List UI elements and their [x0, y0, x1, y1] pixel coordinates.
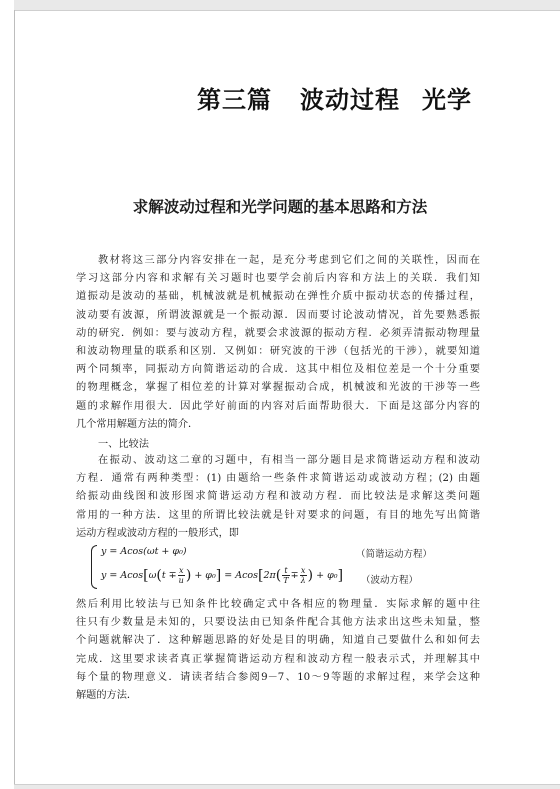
text-line: 在振动、波动这二章的习题中，有相当一部分题目是求简谐运动方程和波动 — [98, 455, 480, 466]
eq-term: + φ₀ — [194, 570, 216, 581]
text-line: 道振动是波动的基础，机械波就是机械振动在弹性介质中振动状态的传播过程， — [76, 291, 480, 303]
eq-numerator: x — [300, 566, 306, 575]
text-line: 每个量的物理意义．请读者结合参阅9－7、10～9等题的求解过程，来学会这种 — [76, 671, 480, 683]
eq-bracket: ] — [215, 567, 222, 584]
text-line: 往只有少数量是未知的，只要设法由已知条件配合其他方法求出这些未知量，整 — [76, 617, 480, 629]
equation-wave-label: （波动方程） — [361, 575, 419, 586]
eq-term: ω — [148, 570, 157, 581]
eq-term: ∓ — [290, 570, 299, 581]
text-line: 然后利用比较法与已知条件比较确定式中各相应的物理量．实际求解的题中往 — [76, 599, 480, 610]
eq-term: y = Acos — [101, 570, 144, 581]
text-line: 和波动物理量的联系和区别．又例如：研究波的干涉（包括光的干涉），就要知道 — [76, 345, 480, 357]
viewer-bottom-frame — [14, 784, 560, 789]
eq-bracket: ( — [156, 567, 162, 584]
text-line: 动的研究．例如：要与波动方程，就要会求波源的振动方程．必须弄清振动物理量 — [76, 327, 480, 339]
part-number: 第三篇 — [197, 86, 272, 114]
eq-fraction — [282, 566, 289, 585]
text-line: 给振动曲线图和波形图求简谐运动方程和波动方程．而比较法是求解这类问题 — [76, 491, 480, 503]
eq-bracket: ) — [307, 567, 314, 584]
eq-bracket: ] — [337, 567, 344, 584]
text-line: 教材将这三部分内容安排在一起，是充分考虑到它们之间的关联性，因而在 — [98, 255, 480, 266]
text-line: 运动方程或波动方程的一般形式，即 — [76, 527, 239, 539]
eq-term: = Acos — [224, 570, 259, 581]
eq-term: 2π — [263, 570, 276, 581]
page-left-edge — [14, 10, 15, 785]
text-line: 两个同频率，同振动方向简谐运动的合成．这其中相位及相位差是一个十分重要 — [76, 364, 480, 376]
viewer-top-frame — [14, 0, 560, 11]
eq-denominator: λ — [300, 576, 306, 585]
eq-term: t ∓ — [161, 570, 177, 581]
section-title: 求解波动过程和光学问题的基本思路和方法 — [132, 197, 428, 216]
text-line: 常用的一种方法．这里的所谓比较法就是针对要求的问题，有目的地先写出简谐 — [76, 509, 480, 521]
paragraph-intro — [76, 252, 480, 434]
equation-shm: y = Acos(ωt + φ₀) — [101, 546, 187, 557]
text-line: 完成．这里要求读者真正掌握简谐运动方程和波动方程一般表示式，并理解其中 — [76, 653, 480, 665]
text-line: 学习这部分内容和求解有关习题时也要学会前后内容和方法上的关联．我们知 — [76, 273, 480, 285]
eq-bracket: [ — [143, 567, 149, 584]
eq-fraction — [300, 566, 307, 585]
paragraph-conclusion — [76, 596, 480, 705]
eq-denominator: u — [178, 576, 184, 585]
paragraph-comparison — [76, 452, 480, 543]
text-line: 几个常用解题方法的简介． — [76, 418, 199, 430]
text-line: 波动要有波源，所谓波源就是一个振动源．因而要讨论波动情况，首先要熟悉振 — [76, 309, 480, 321]
equation-wave — [101, 566, 343, 585]
eq-bracket: ) — [185, 567, 192, 584]
eq-bracket: ( — [275, 567, 282, 584]
eq-numerator: x — [178, 566, 184, 575]
text-line: 方程．通常有两种类型：(1) 由题给一些条件求简谐运动或波动方程；(2) 由题 — [76, 473, 480, 485]
equation-shm-label: （简谐运动方程） — [356, 549, 433, 560]
eq-denominator: T — [283, 576, 289, 585]
part-topic-optics: 光学 — [422, 86, 472, 114]
eq-numerator: t — [282, 566, 289, 576]
eq-bracket: [ — [258, 567, 264, 584]
text-line: 题的求解作用很大．因此学好前面的内容对后面帮助很大．下面是这部分内容的 — [76, 400, 480, 412]
text-line: 个问题就解决了．这种解题思路的好处是目的明确，知道自己要做什么和如何去 — [76, 635, 480, 647]
eq-fraction — [178, 566, 185, 585]
equation-brace — [91, 545, 97, 589]
text-line: 解题的方法． — [76, 689, 138, 701]
text-line: 的物理概念，掌握了相位差的计算对掌握振动合成，机械波和光波的干涉等一些 — [76, 382, 480, 394]
heading-comparison-method: 一、比较法 — [98, 439, 149, 450]
eq-term: + φ₀ — [316, 570, 338, 581]
part-title — [197, 80, 472, 115]
part-topic-waves: 波动过程 — [300, 86, 400, 114]
